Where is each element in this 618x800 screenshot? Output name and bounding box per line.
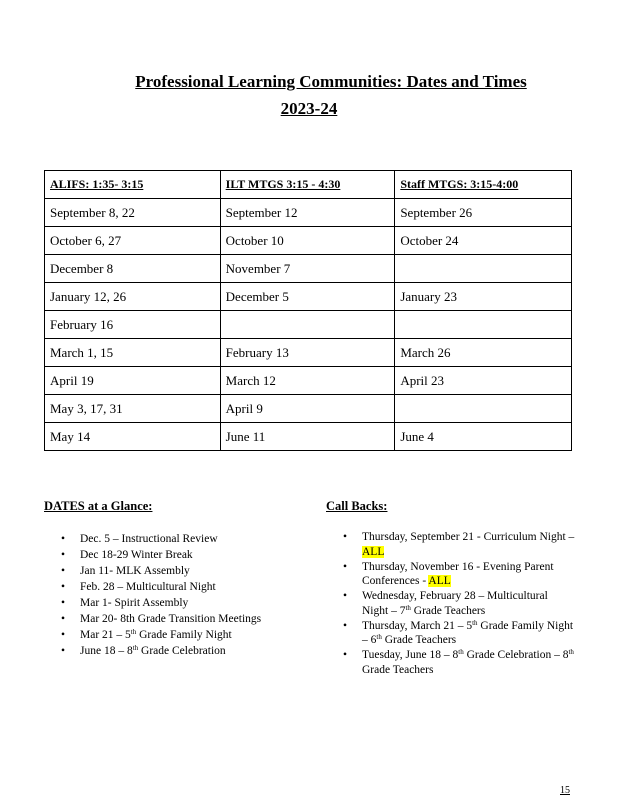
table-cell: March 1, 15 [45,339,221,367]
table-cell: June 4 [395,423,572,451]
table-row [45,199,572,227]
table-cell [395,255,572,283]
call-backs-list [326,530,576,678]
table-cell: January 12, 26 [45,283,221,311]
page-title: Professional Learning Communities: Dates and Times [135,72,527,91]
call-backs-heading: Call Backs: [326,499,388,513]
table-cell: January 23 [395,283,572,311]
table-cell: October 24 [395,227,572,255]
table-cell: March 26 [395,339,572,367]
table-row [45,423,572,451]
list-item: • Tuesday, June 18 – 8th Grade Celebration – 8th Grade Teachers [326,648,576,677]
table-row [45,367,572,395]
dates-at-a-glance-heading: DATES at a Glance: [44,499,153,513]
list-item: • Dec 18-29 Winter Break [44,547,304,563]
table-cell: April 19 [45,367,221,395]
list-item: • Wednesday, February 28 – Multicultural Night – 7th Grade Teachers [326,589,576,618]
meeting-schedule-table [44,170,572,451]
table-cell: June 11 [220,423,395,451]
list-item: • Thursday, September 21 - Curriculum Night – ALL [326,530,576,559]
list-item: • June 18 – 8th Grade Celebration [44,643,304,659]
list-item: • Dec. 5 – Instructional Review [44,531,304,547]
table-cell: February 13 [220,339,395,367]
table-row [45,283,572,311]
table-cell: October 10 [220,227,395,255]
list-item: • Mar 21 – 5th Grade Family Night [44,627,304,643]
table-cell: May 14 [45,423,221,451]
column-header-alifs: ALIFS: 1:35- 3:15 [45,171,221,199]
dates-at-a-glance-list [44,531,304,659]
list-item: • Thursday, March 21 – 5th Grade Family Night – 6th Grade Teachers [326,619,576,648]
table-cell: December 8 [45,255,221,283]
list-item: • Thursday, November 16 - Evening Parent Conferences - ALL [326,560,576,589]
list-item: • Mar 20- 8th Grade Transition Meetings [44,611,304,627]
list-item: • Mar 1- Spirit Assembly [44,595,304,611]
table-cell: October 6, 27 [45,227,221,255]
table-row [45,255,572,283]
table-header-row [45,171,572,199]
table-cell: March 12 [220,367,395,395]
table-row [45,339,572,367]
table-cell: September 8, 22 [45,199,221,227]
table-cell [395,311,572,339]
column-header-staff-mtgs: Staff MTGS: 3:15-4:00 [395,171,572,199]
list-item: • Jan 11- MLK Assembly [44,563,304,579]
page-subtitle-year: 2023-24 [280,99,338,118]
page-number: 15 [560,785,570,796]
highlighted-text: ALL [362,545,385,558]
list-item: • Feb. 28 – Multicultural Night [44,579,304,595]
column-header-ilt-mtgs: ILT MTGS 3:15 - 4:30 [220,171,395,199]
table-cell: December 5 [220,283,395,311]
table-cell [220,311,395,339]
table-cell: April 23 [395,367,572,395]
table-cell: September 12 [220,199,395,227]
table-row [45,311,572,339]
table-cell: September 26 [395,199,572,227]
table-row [45,395,572,423]
table-cell: November 7 [220,255,395,283]
table-cell: May 3, 17, 31 [45,395,221,423]
table-cell: April 9 [220,395,395,423]
table-cell: February 16 [45,311,221,339]
table-row [45,227,572,255]
highlighted-text: ALL [428,575,451,587]
table-cell [395,395,572,423]
